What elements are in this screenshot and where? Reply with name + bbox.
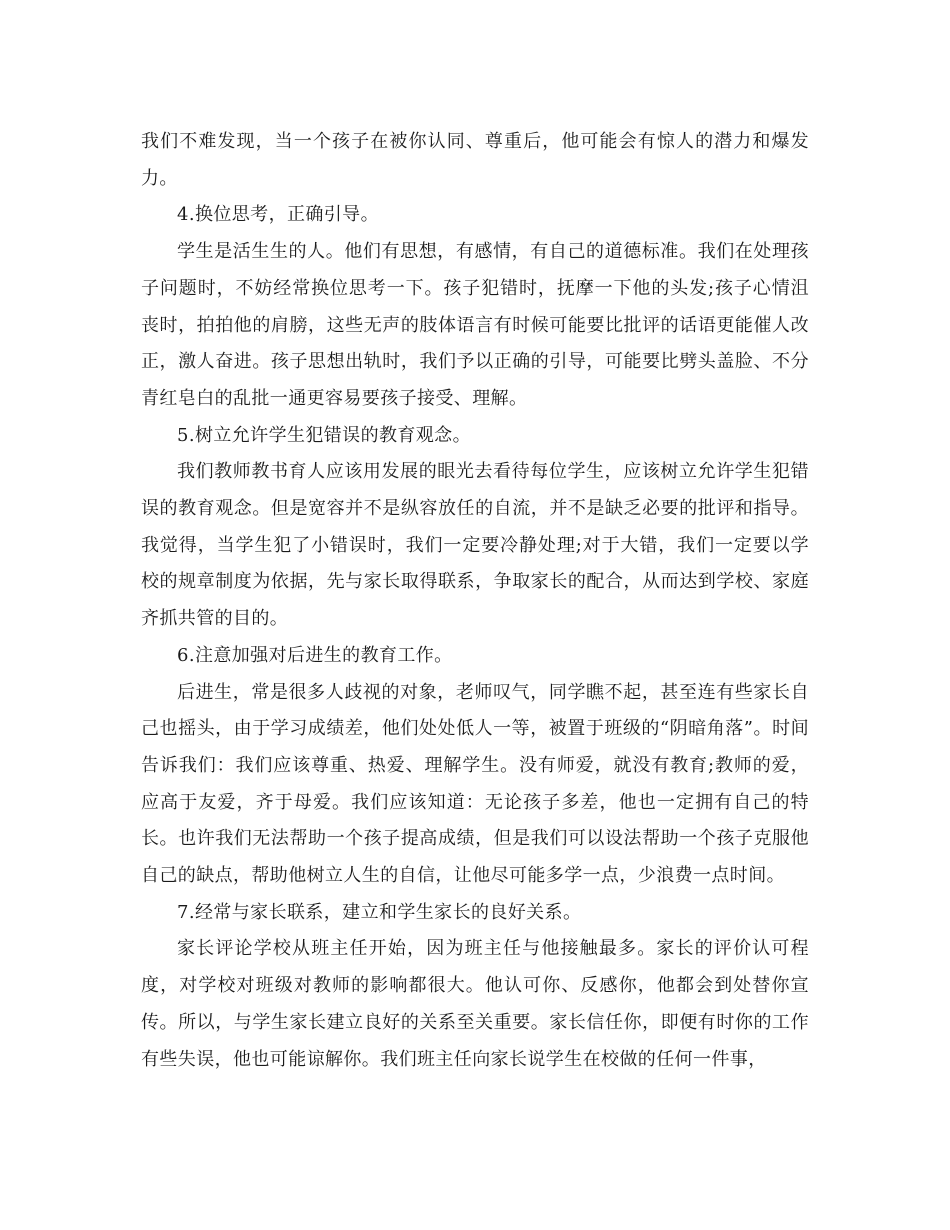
paragraph-section-7: 家长评论学校从班主任开始，因为班主任与他接触最多。家长的评价认可程度，对学校对班级对教师的影响都很大。他认可你、反感你，他都会到处替你宣传。所以，与学生家长建立良好的关系至关重要。家长信任你，即便有时你的工作有些失误，他也可能谅解你。我们班主任向家长说学生在校做的任何一件事， bbox=[141, 938, 809, 1070]
paragraph-section-4: 学生是活生生的人。他们有思想，有感情，有自己的道德标准。我们在处理孩子问题时，不妨经常换位思考一下。孩子犯错时，抚摩一下他的头发;孩子心情沮丧时，拍拍他的肩膀，这些无声的肢体语言有时候可能要比批评的话语更能催人改正，激人奋进。孩子思想出轨时，我们予以正确的引导，可能要比劈头盖脸、不分青红皂白的乱批一通更容易要孩子接受、理解。 bbox=[141, 241, 809, 409]
paragraph-section-6: 后进生，常是很多人歧视的对象，老师叹气，同学瞧不起，甚至连有些家长自己也摇头，由于学习成绩差，他们处处低人一等，被置于班级的“阴暗角落”。时间告诉我们：我们应该尊重、热爱、理解学生。没有师爱，就没有教育;教师的爱，应高于友爱，齐于母爱。我们应该知道：无论孩子多差，他也一定拥有自己的特长。也许我们无法帮助一个孩子提高成绩，但是我们可以设法帮助一个孩子克服他自己的缺点，帮助他树立人生的自信，让他尽可能多学一点，少浪费一点时间。 bbox=[141, 681, 809, 887]
section-heading-5: 5.树立允许学生犯错误的教育观念。 bbox=[177, 424, 471, 446]
section-heading-6: 6.注意加强对后进生的教育工作。 bbox=[177, 644, 453, 666]
paragraph-section-5: 我们教师教书育人应该用发展的眼光去看待每位学生，应该树立允许学生犯错误的教育观念。但是宽容并不是纵容放任的自流，并不是缺乏必要的批评和指导。我觉得，当学生犯了小错误时，我们一定要冷静处理;对于大错，我们一定要以学校的规章制度为依据，先与家长取得联系，争取家长的配合，从而达到学校、家庭齐抓共管的目的。 bbox=[141, 461, 809, 630]
paragraph-continuation: 我们不难发现，当一个孩子在被你认同、尊重后，他可能会有惊人的潜力和爆发力。 bbox=[141, 131, 809, 189]
section-heading-7: 7.经常与家长联系，建立和学生家长的良好关系。 bbox=[177, 901, 582, 923]
section-heading-4: 4.换位思考，正确引导。 bbox=[177, 204, 379, 226]
document-body bbox=[141, 124, 809, 1078]
